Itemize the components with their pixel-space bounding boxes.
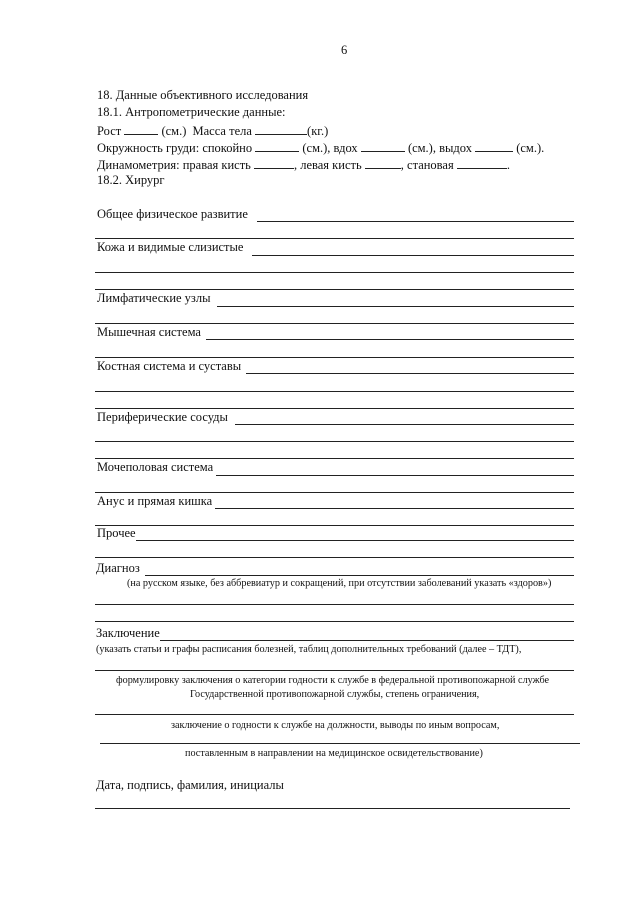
field-anus-line[interactable] <box>215 508 574 509</box>
field-conclusion-line-3[interactable] <box>95 714 574 715</box>
field-vessels-label: Периферические сосуды <box>97 410 228 424</box>
field-diagnosis-label: Диагноз <box>96 561 140 575</box>
field-muscle-line-2[interactable] <box>95 357 574 358</box>
dyn-right-field[interactable] <box>254 157 294 169</box>
chest-rest-field[interactable] <box>255 140 299 152</box>
field-general-line[interactable] <box>257 221 574 222</box>
chest-unit-3: (см.). <box>516 141 545 155</box>
field-lymph-line-2[interactable] <box>95 323 574 324</box>
field-uro-line[interactable] <box>216 475 574 476</box>
dyn-left-label: , левая кисть <box>293 158 362 172</box>
weight-unit: (кг.) <box>307 124 329 138</box>
field-lymph-line[interactable] <box>217 306 574 307</box>
field-bone-line[interactable] <box>246 373 574 374</box>
height-label: Рост <box>97 124 122 138</box>
diagnosis-hint: (на русском языке, без аббревиатур и сокращений, при отсутствии заболеваний указать «здоров») <box>127 578 552 589</box>
dyn-end: . <box>506 158 510 172</box>
field-anus-line-2[interactable] <box>95 525 574 526</box>
field-bone-line-3[interactable] <box>95 408 574 409</box>
field-uro-label: Мочеполовая система <box>97 460 214 474</box>
field-conclusion-label: Заключение <box>96 626 160 640</box>
conclusion-hint-1: (указать статьи и графы расписания болезней, таблиц дополнительных требований (далее – ТДТ), <box>96 644 522 655</box>
subsection-title: 18.1. Антропометрические данные: <box>97 105 286 119</box>
chest-unit-2: (см.), выдох <box>407 141 472 155</box>
field-skin-line[interactable] <box>252 255 574 256</box>
conclusion-hint-5: поставленным в направлении на медицинское освидетельствование) <box>185 748 483 759</box>
field-general-line-2[interactable] <box>95 238 574 239</box>
dynamometry-row <box>97 157 510 172</box>
dyn-label: Динамометрия: правая кисть <box>97 158 251 172</box>
chest-label: Окружность груди: спокойно <box>97 141 253 155</box>
field-muscle-line[interactable] <box>206 339 574 340</box>
chest-row <box>97 140 544 155</box>
field-vessels-line-3[interactable] <box>95 458 574 459</box>
dyn-stand-label: , становая <box>400 158 454 172</box>
field-uro-line-2[interactable] <box>95 492 574 493</box>
field-vessels-line-2[interactable] <box>95 441 574 442</box>
field-diagnosis-line-2[interactable] <box>95 604 574 605</box>
weight-label: Масса тела <box>192 124 252 138</box>
height-field[interactable] <box>124 123 158 135</box>
conclusion-hint-3: Государственной противопожарной службы, степень ограничения, <box>190 689 480 700</box>
field-bone-label: Костная система и суставы <box>97 359 242 373</box>
field-general-label: Общее физическое развитие <box>97 207 248 221</box>
field-muscle-label: Мышечная система <box>97 325 201 339</box>
field-skin-line-2[interactable] <box>95 272 574 273</box>
section-title: 18. Данные объективного исследования <box>97 88 309 102</box>
field-diagnosis-line-3[interactable] <box>95 621 574 622</box>
field-other-label: Прочее <box>97 526 136 540</box>
field-diagnosis-line[interactable] <box>145 575 574 576</box>
dyn-stand-field[interactable] <box>457 157 507 169</box>
signature-line[interactable] <box>95 808 570 809</box>
field-skin-label: Кожа и видимые слизистые <box>97 240 244 254</box>
chest-exhale-field[interactable] <box>475 140 513 152</box>
field-vessels-line[interactable] <box>235 424 574 425</box>
field-skin-line-3[interactable] <box>95 289 574 290</box>
field-conclusion-line-2[interactable] <box>95 670 574 671</box>
signature-label: Дата, подпись, фамилия, инициалы <box>96 778 284 792</box>
height-unit: (см.) <box>161 124 187 138</box>
field-lymph-label: Лимфатические узлы <box>97 291 211 305</box>
field-other-line[interactable] <box>136 540 574 541</box>
chest-unit-1: (см.), вдох <box>302 141 358 155</box>
field-anus-label: Анус и прямая кишка <box>97 494 213 508</box>
field-conclusion-line-4[interactable] <box>100 743 580 744</box>
page-number: 6 <box>341 43 348 57</box>
dyn-left-field[interactable] <box>365 157 401 169</box>
height-weight-row <box>97 123 328 138</box>
conclusion-hint-2: формулировку заключения о категории годности к службе в федеральной противопожарной службе <box>116 675 550 686</box>
field-conclusion-line[interactable] <box>160 640 574 641</box>
weight-field[interactable] <box>255 123 307 135</box>
field-bone-line-2[interactable] <box>95 391 574 392</box>
conclusion-hint-4: заключение о годности к службе на должности, выводы по иным вопросам, <box>171 720 500 731</box>
chest-inhale-field[interactable] <box>361 140 405 152</box>
field-other-line-2[interactable] <box>95 557 574 558</box>
surgeon-title: 18.2. Хирург <box>97 173 165 187</box>
